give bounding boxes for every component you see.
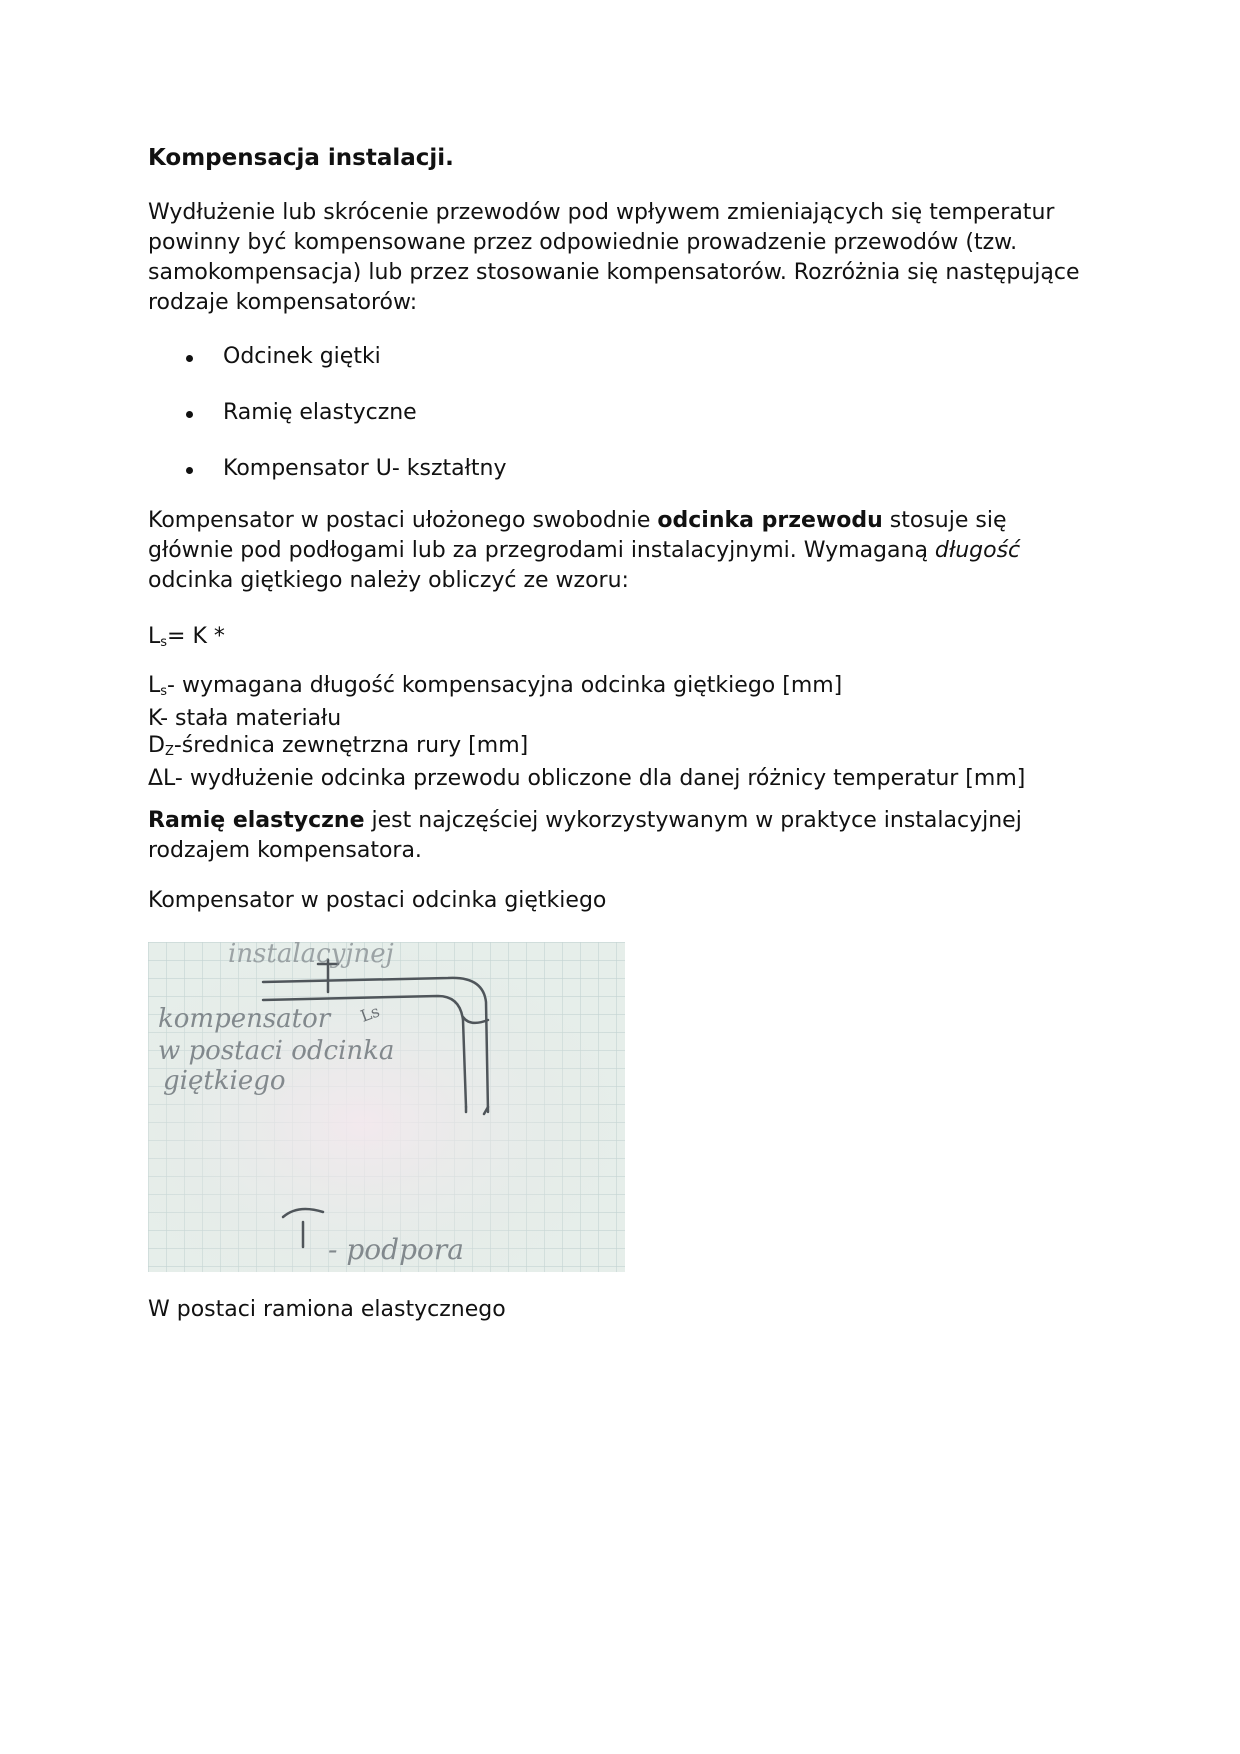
bold-term: odcinka przewodu bbox=[657, 508, 883, 533]
elastic-arm-paragraph: Ramię elastyczne jest najczęściej wykorzystywanym w praktyce instalacyjnej rodzajem kompensatora. bbox=[148, 808, 1022, 863]
bullet-icon bbox=[186, 467, 193, 474]
definition-dz: $D_Z$-średnica zewnętrzna rury [mm] bbox=[148, 733, 529, 759]
definition-k: K- stała materiału bbox=[148, 706, 342, 731]
flexible-section-paragraph: Kompensator w postaci ułożonego swobodnie odcinka przewodu stosuje się głównie pod podłogami lub za przegrodami instalacyjnymi. Wymaganą długość odcinka giętkiego należy obliczyć ze wzoru: bbox=[148, 508, 1021, 593]
italic-term: długość bbox=[934, 538, 1021, 563]
svg-text:w postaci odcinka: w postaci odcinka bbox=[158, 1036, 395, 1066]
list-item: Ramię elastyczne bbox=[148, 398, 506, 454]
list-item: Odcinek giętki bbox=[148, 342, 506, 398]
formula: $L_s= K$ * bbox=[148, 624, 225, 650]
bold-term: Ramię elastyczne bbox=[148, 808, 365, 833]
figure-caption: W postaci ramiona elastycznego bbox=[148, 1297, 506, 1322]
sketch-photo bbox=[148, 942, 625, 1272]
svg-text:instalacyjnej: instalacyjnej bbox=[228, 942, 394, 969]
bullet-icon bbox=[186, 355, 193, 362]
figure-caption: Kompensator w postaci odcinka giętkiego bbox=[148, 888, 607, 913]
svg-text:kompensator: kompensator bbox=[158, 1004, 331, 1034]
svg-text:- podpora: - podpora bbox=[328, 1233, 464, 1266]
bullet-icon bbox=[186, 411, 193, 418]
intro-paragraph: Wydłużenie lub skrócenie przewodów pod wpływem zmieniających się temperatur powinny być kompensowane przez odpowiednie prowadzenie przewodów (tzw. samokompensacja) lub przez stosowanie kompensatorów. Rozróżnia się następujące rodzaje kompensatorów: bbox=[148, 200, 1080, 315]
compensator-list bbox=[148, 342, 506, 510]
svg-text:Ls: Ls bbox=[357, 1001, 383, 1026]
formula-definitions bbox=[148, 672, 1108, 792]
list-item: Kompensator U- kształtny bbox=[148, 454, 506, 510]
svg-text:giętkiego: giętkiego bbox=[163, 1066, 286, 1096]
definition-ls: $L_s-$ wymagana długość kompensacyjna odcinka giętkiego [mm] bbox=[148, 673, 843, 699]
page-title: Kompensacja instalacji. bbox=[148, 145, 454, 171]
definition-delta-l: ΔL- wydłużenie odcinka przewodu obliczone dla danej różnicy temperatur [mm] bbox=[148, 766, 1026, 791]
